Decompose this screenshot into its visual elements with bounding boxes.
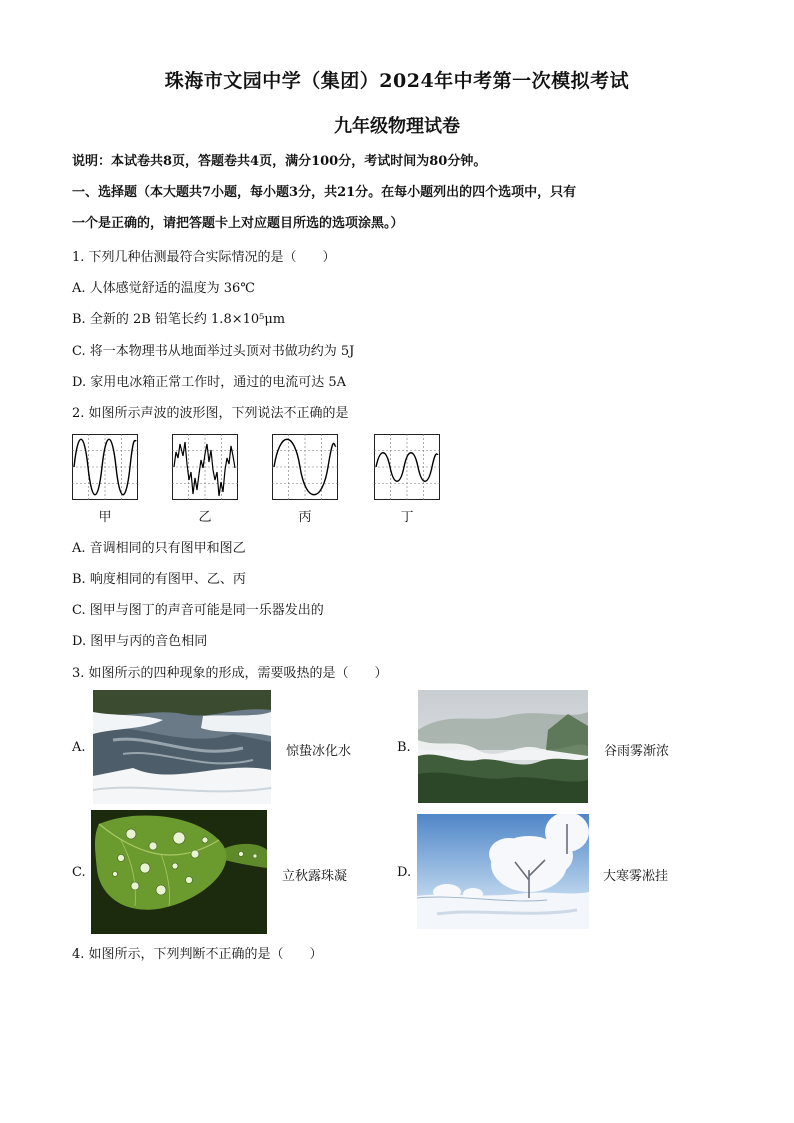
waveform-ding [374, 434, 440, 500]
section-header-line2: 一个是正确的，请把答题卡上对应题目所选的选项涂黑。） [72, 216, 404, 231]
photo-rime-trees [417, 814, 589, 929]
photo-mountain-fog [418, 690, 588, 803]
question-2-option-d: D. 图甲与丙的音色相同 [72, 634, 208, 649]
question-1-option-a: A. 人体感觉舒适的温度为 36℃ [72, 281, 255, 296]
question-4-stem: 4. 如图所示，下列判断不正确的是（ ） [72, 947, 323, 962]
waveform-label-ding: 丁 [400, 510, 414, 525]
question-3-option-b-caption: 谷雨雾渐浓 [604, 744, 670, 759]
exam-instructions: 说明：本试卷共8页，答题卷共4页，满分100分，考试时间为80分钟。 [72, 154, 487, 169]
question-1-option-c: C. 将一本物理书从地面举过头顶对书做功约为 5J [72, 344, 355, 359]
question-1-option-b: B. 全新的 2B 铅笔长约 1.8×10⁵μm [72, 312, 286, 327]
question-1-stem: 1. 下列几种估测最符合实际情况的是（ ） [72, 250, 336, 265]
question-3-stem: 3. 如图所示的四种现象的形成，需要吸热的是（ ） [72, 666, 388, 681]
question-3-option-d-letter: D. [397, 865, 412, 880]
question-3-option-c-caption: 立秋露珠凝 [282, 869, 348, 884]
question-2-option-b: B. 响度相同的有图甲、乙、丙 [72, 572, 246, 587]
waveform-label-yi: 乙 [198, 510, 212, 525]
question-3-option-c-letter: C. [72, 865, 86, 880]
section-header-line1: 一、选择题（本大题共7小题，每小题3分，共21分。在每小题列出的四个选项中，只有 [72, 185, 577, 200]
waveform-yi [172, 434, 238, 500]
exam-title: 珠海市文园中学（集团）2024年中考第一次模拟考试 [164, 70, 630, 92]
waveform-bing [272, 434, 338, 500]
question-3-option-a-letter: A. [72, 740, 86, 755]
waveform-label-jia: 甲 [98, 510, 112, 525]
photo-dew-leaf [91, 810, 267, 934]
question-2-option-c: C. 图甲与图丁的声音可能是同一乐器发出的 [72, 603, 324, 618]
question-3-option-a-caption: 惊蛰冰化水 [286, 744, 352, 759]
question-2-stem: 2. 如图所示声波的波形图，下列说法不正确的是 [72, 406, 349, 421]
question-1-option-d: D. 家用电冰箱正常工作时，通过的电流可达 5A [72, 375, 347, 390]
photo-ice-melting [93, 690, 271, 804]
exam-subtitle: 九年级物理试卷 [334, 116, 460, 137]
waveform-label-bing: 丙 [298, 510, 312, 525]
question-3-option-b-letter: B. [397, 740, 411, 755]
waveform-jia [72, 434, 138, 500]
question-3-option-d-caption: 大寒雾凇挂 [603, 869, 669, 884]
question-2-option-a: A. 音调相同的只有图甲和图乙 [72, 541, 246, 556]
